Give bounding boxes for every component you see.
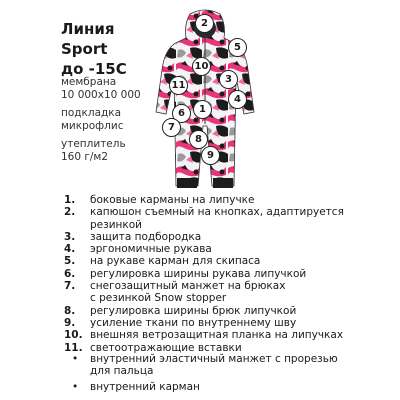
list-item	[64, 194, 398, 206]
spec-label: утеплитель	[61, 138, 126, 150]
list-item	[64, 353, 398, 378]
item-text: внутренний эластичный манжет с прорезью	[90, 353, 338, 365]
item-number: 6.	[64, 267, 76, 280]
bullet: •	[72, 353, 79, 365]
spec-value: микрофлис	[61, 120, 124, 132]
spec-label: подкладка	[61, 107, 122, 119]
item-number: 2.	[64, 206, 76, 219]
callout-hood: 2	[195, 14, 214, 33]
spec-insulation	[61, 138, 126, 164]
item-number: 4.	[64, 243, 76, 256]
spec-membrane	[61, 76, 141, 102]
item-text-cont: для пальца	[90, 365, 154, 378]
list-item	[64, 206, 398, 231]
bullet: •	[72, 380, 79, 393]
item-text: боковые карманы на липучке	[90, 194, 255, 206]
callout-sleeves: 4	[228, 90, 247, 109]
item-text: светоотражающие вставки	[90, 341, 242, 354]
item-number: 1.	[64, 194, 76, 206]
callout-inner-seam: 9	[201, 146, 220, 165]
list-item	[64, 329, 398, 341]
list-item	[64, 280, 398, 305]
item-number: 7.	[64, 280, 76, 293]
title-line-3: до -15С	[61, 60, 127, 78]
item-text-cont: резинкой	[90, 218, 142, 231]
item-text: регулировка ширины рукава липучкой	[90, 267, 307, 280]
item-text-cont: с резинкой Snow stopper	[90, 292, 227, 305]
feature-list	[64, 194, 398, 354]
item-number: 10.	[64, 329, 83, 342]
spec-value: 160 г/м2	[61, 151, 109, 163]
callout-wind-flap: 10	[192, 57, 211, 76]
item-number: 9.	[64, 316, 76, 329]
title-line-1: Линия	[61, 20, 115, 38]
title-line-2: Sport	[61, 40, 108, 58]
callout-leg-adjust: 8	[189, 130, 208, 149]
list-item	[64, 255, 398, 267]
callout-chin-guard: 3	[219, 70, 238, 89]
list-item	[64, 305, 398, 317]
callout-reflective: 11	[169, 76, 188, 95]
list-item	[64, 317, 398, 329]
list-item	[64, 231, 398, 243]
spec-label: мембрана	[61, 76, 117, 88]
item-number: 5.	[64, 255, 76, 268]
item-text: на рукаве карман для скипаса	[90, 255, 261, 268]
item-text: регулировка ширины брюк липучкой	[90, 304, 297, 317]
callout-cuff-adjust: 6	[172, 104, 191, 123]
item-number: 8.	[64, 304, 76, 317]
extra-list	[64, 353, 398, 396]
spec-value: 10 000х10 000	[61, 89, 141, 101]
list-item	[64, 381, 398, 393]
callout-snow-stopper: 7	[162, 118, 181, 137]
item-text: снегозащитный манжет на брюках	[90, 280, 286, 293]
item-number: 11.	[64, 341, 83, 354]
item-text: усиление ткани по внутреннему шву	[90, 316, 297, 329]
item-text: капюшон съемный на кнопках, адаптируется	[90, 206, 344, 219]
callout-side-pockets: 1	[193, 100, 212, 119]
spec-lining	[61, 107, 123, 133]
item-number: 3.	[64, 230, 76, 243]
callout-ski-pass-pocket: 5	[228, 38, 247, 57]
list-item	[64, 243, 398, 255]
item-text: внешняя ветрозащитная планка на липучках	[90, 329, 344, 342]
product-title	[61, 19, 127, 79]
list-item	[64, 342, 398, 354]
list-item	[64, 268, 398, 280]
item-text: защита подбородка	[90, 230, 202, 243]
item-text: эргономичные рукава	[90, 243, 212, 256]
item-text: внутренний карман	[90, 380, 200, 393]
